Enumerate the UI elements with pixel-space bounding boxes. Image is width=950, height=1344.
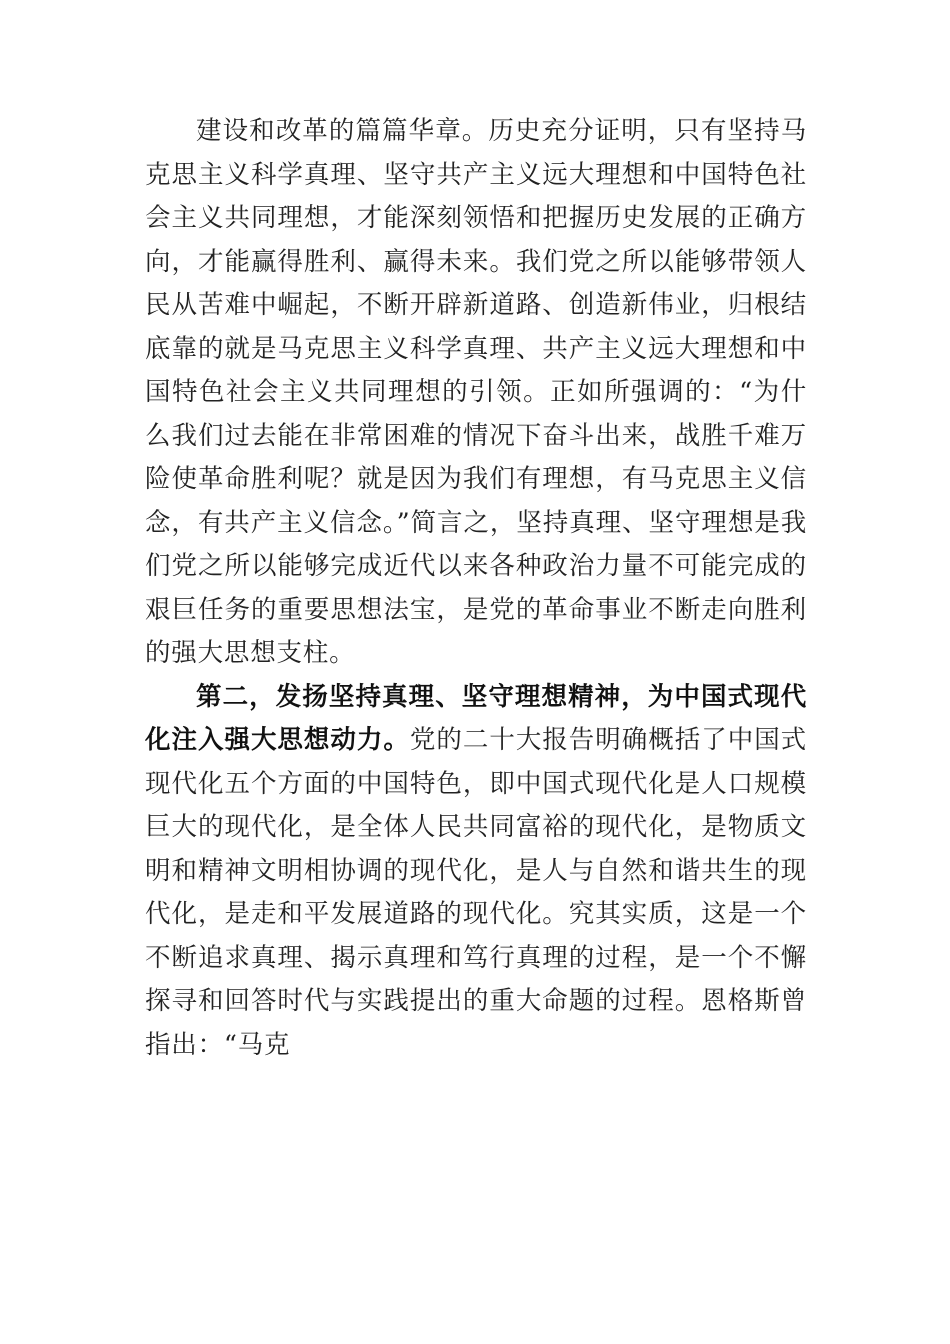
paragraph-1 <box>145 110 807 676</box>
body-text <box>145 110 807 1067</box>
paragraph-2 <box>145 676 807 1068</box>
paragraph-2-text: 党的二十大报告明确概括了中国式现代化五个方面的中国特色，即中国式现代化是人口规模巨大的现代化，是全体人民共同富裕的现代化，是物质文明和精神文明相协调的现代化，是人与自然和谐共生的现代化，是走和平发展道路的现代化。究其实质，这是一个不断追求真理、揭示真理和笃行真理的过程，是一个不懈探寻和回答时代与实践提出的重大命题的过程。恩格斯曾指出：“马克 <box>145 725 807 1060</box>
paragraph-2-bold-lead: 第二，发扬坚持真理、坚守理想精神，为中国式现代化注入强大思想动力。 <box>145 681 807 755</box>
paragraph-1-text: 建设和改革的篇篇华章。历史充分证明，只有坚持马克思主义科学真理、坚守共产主义远大理想和中国特色社会主义共同理想，才能深刻领悟和把握历史发展的正确方向，才能赢得胜利、赢得未来。我们党之所以能够带领人民从苦难中崛起，不断开辟新道路、创造新伟业，归根结底靠的就是马克思主义科学真理、共产主义远大理想和中国特色社会主义共同理想的引领。正如所强调的：“为什么我们过去能在非常困难的情况下奋斗出来，战胜千难万险使革命胜利呢？就是因为我们有理想，有马克思主义信念，有共产主义信念。”简言之，坚持真理、坚守理想是我们党之所以能够完成近代以来各种政治力量不可能完成的艰巨任务的重要思想法宝，是党的革命事业不断走向胜利的强大思想支柱。 <box>145 116 807 668</box>
